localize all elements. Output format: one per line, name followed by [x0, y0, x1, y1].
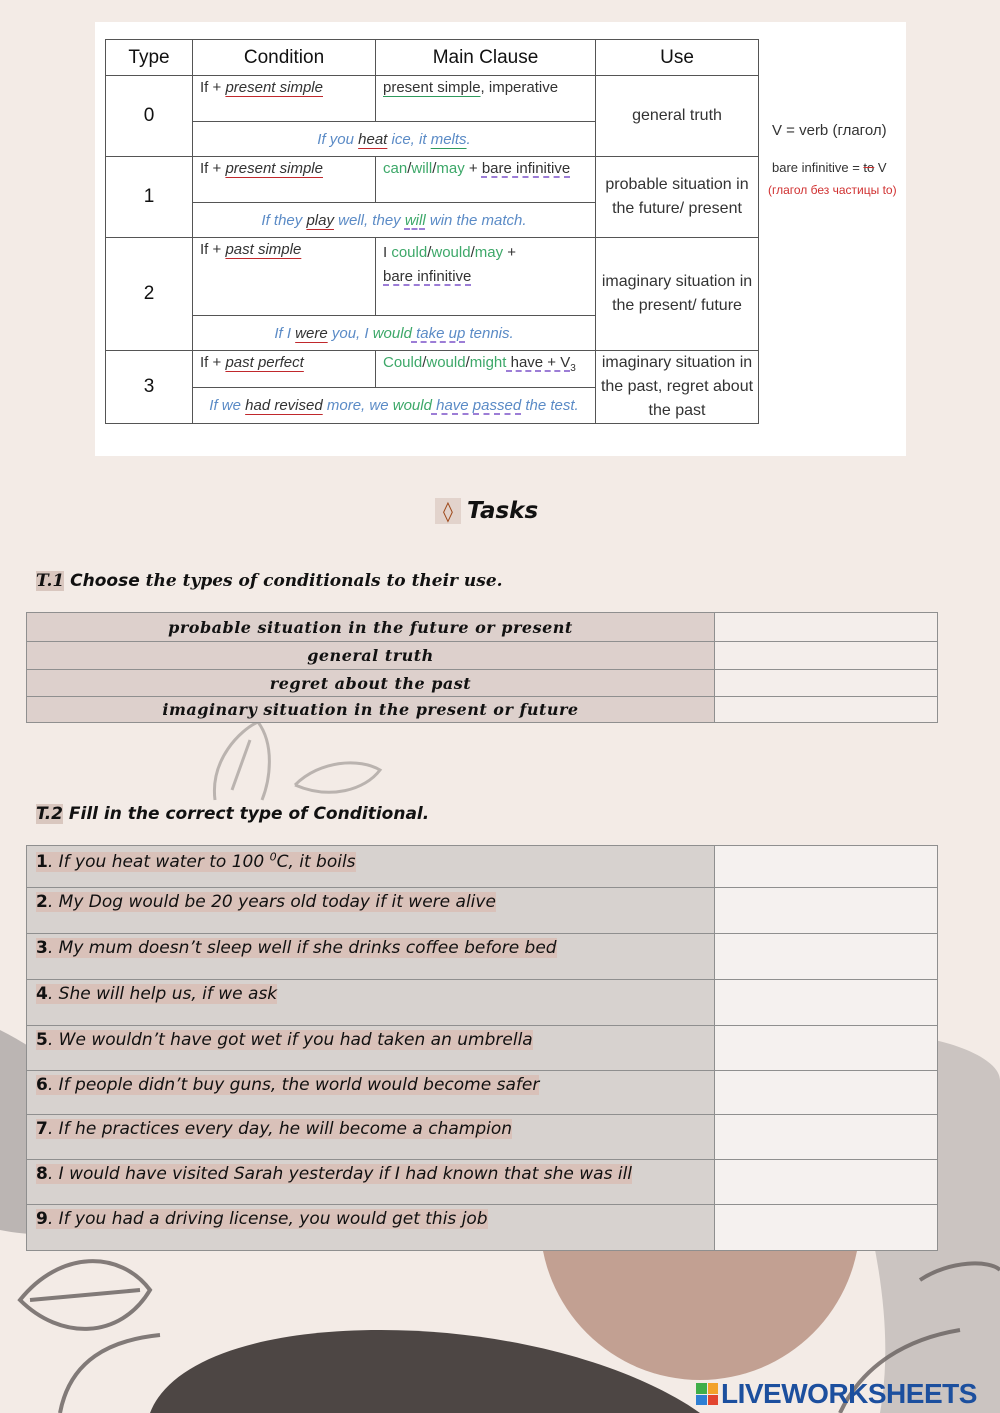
t2-answer-input[interactable] [715, 1115, 938, 1160]
t2-row [27, 1026, 938, 1071]
t1-answer-input[interactable] [715, 697, 938, 723]
t2-answer-input[interactable] [715, 1160, 938, 1205]
conditionals-table [105, 39, 759, 424]
conditionals-table-header [106, 40, 759, 76]
type-3-use: imaginary situation in the past, regret about the past [596, 351, 759, 424]
t2-answer-input[interactable] [715, 846, 938, 888]
liveworksheets-logo-icon [696, 1383, 718, 1405]
type-1-use: probable situation in the future/ present [596, 157, 759, 238]
t2-sentence: 5. We wouldn’t have got wet if you had taken an umbrella [27, 1026, 715, 1071]
type-2-label: 2 [106, 238, 193, 351]
type-2-row [106, 238, 759, 316]
t2-sentence: 4. She will help us, if we ask [27, 980, 715, 1026]
t2-answer-input[interactable] [715, 1205, 938, 1251]
t1-row [27, 642, 938, 670]
bare-infinitive-translation: (глагол без частицы to) [768, 183, 897, 197]
t1-answer-input[interactable] [715, 613, 938, 642]
type-0-main-clause: present simple, imperative [376, 76, 596, 122]
type-1-label: 1 [106, 157, 193, 238]
t2-answer-input[interactable] [715, 1071, 938, 1115]
type-3-label: 3 [106, 351, 193, 424]
type-2-use: imaginary situation in the present/ future [596, 238, 759, 351]
type-0-example: If you heat ice, it melts. [193, 122, 596, 157]
t2-row [27, 1071, 938, 1115]
conditionals-grammar-chart [95, 22, 906, 456]
type-0-condition: If + present simple [193, 76, 376, 122]
t1-row [27, 697, 938, 723]
t2-answer-input[interactable] [715, 1026, 938, 1071]
t1-instruction: T.1 Choose the types of conditionals to their use. [36, 571, 503, 591]
type-2-example: If I were you, I would take up tennis. [193, 316, 596, 351]
t2-instruction: T.2 Fill in the correct type of Conditional. [36, 804, 430, 824]
t1-row [27, 670, 938, 697]
bare-infinitive-note: bare infinitive = to V [772, 160, 887, 175]
t2-row [27, 980, 938, 1026]
t2-row [27, 1160, 938, 1205]
header-type: Type [106, 40, 193, 76]
t1-answer-input[interactable] [715, 642, 938, 670]
t2-answer-input[interactable] [715, 934, 938, 980]
type-2-main-clause: I could/would/may + bare infinitive [376, 238, 596, 316]
type-3-main-clause: Could/would/might have + $V_3$ [376, 351, 596, 388]
type-0-row [106, 76, 759, 122]
type-0-label: 0 [106, 76, 193, 157]
t2-row [27, 1205, 938, 1251]
type-2-condition: If + past simple [193, 238, 376, 316]
type-3-condition: If + past perfect [193, 351, 376, 388]
type-3-row [106, 351, 759, 388]
type-1-condition: If + present simple [193, 157, 376, 203]
liveworksheets-watermark [696, 1378, 977, 1410]
tasks-heading [435, 495, 538, 527]
tasks-title: Tasks [467, 498, 539, 524]
t2-sentence: 6. If people didn’t buy guns, the world would become safer [27, 1071, 715, 1115]
verb-note: V = verb (глагол) [772, 122, 887, 139]
t1-answer-input[interactable] [715, 670, 938, 697]
t1-row [27, 613, 938, 642]
diamond-icon: ◊ [435, 498, 461, 524]
type-1-main-clause: can/will/may + bare infinitive [376, 157, 596, 203]
t2-row [27, 1115, 938, 1160]
header-condition: Condition [193, 40, 376, 76]
type-3-example: If we had revised more, we would have passed the test. [193, 388, 596, 424]
t2-fill-table [26, 845, 938, 1251]
t2-row [27, 888, 938, 934]
header-main-clause: Main Clause [376, 40, 596, 76]
t2-sentence: 8. I would have visited Sarah yesterday if I had known that she was ill [27, 1160, 715, 1205]
t2-row [27, 846, 938, 888]
type-1-example: If they play well, they will win the match. [193, 203, 596, 238]
t1-use-text: regret about the past [27, 670, 715, 697]
watermark-text: LIVEWORKSHEETS [721, 1378, 977, 1409]
t1-use-text: imaginary situation in the present or future [27, 697, 715, 723]
t1-use-text: general truth [27, 642, 715, 670]
t2-sentence: 9. If you had a driving license, you would get this job [27, 1205, 715, 1251]
type-0-use: general truth [596, 76, 759, 157]
t2-answer-input[interactable] [715, 888, 938, 934]
t2-sentence: 1. If you heat water to 100 $^0$C, it boils [27, 846, 715, 888]
t1-matching-table [26, 612, 938, 723]
t2-sentence: 7. If he practices every day, he will become a champion [27, 1115, 715, 1160]
t2-sentence: 2. My Dog would be 20 years old today if it were alive [27, 888, 715, 934]
t1-use-text: probable situation in the future or present [27, 613, 715, 642]
t2-sentence: 3. My mum doesn’t sleep well if she drinks coffee before bed [27, 934, 715, 980]
t2-row [27, 934, 938, 980]
type-1-row [106, 157, 759, 203]
t2-answer-input[interactable] [715, 980, 938, 1026]
header-use: Use [596, 40, 759, 76]
